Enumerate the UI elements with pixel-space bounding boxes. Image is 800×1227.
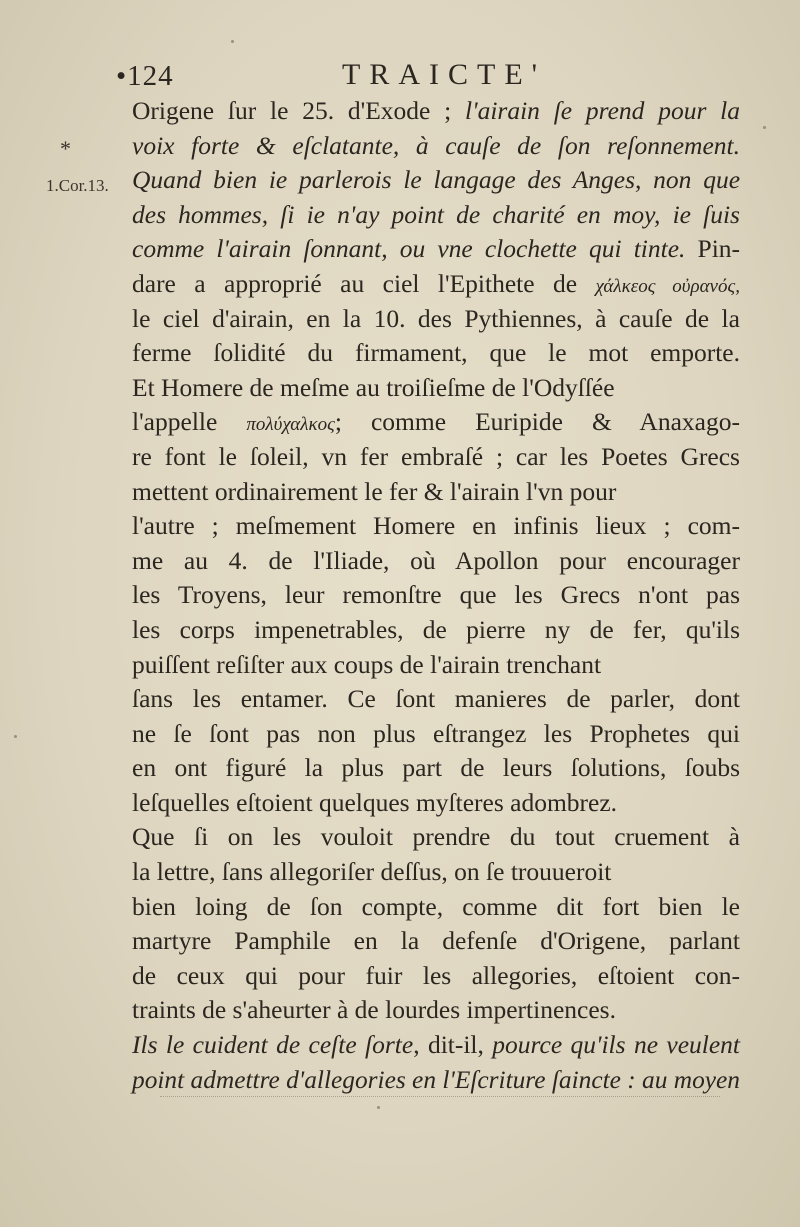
line-content <box>132 924 740 959</box>
text-line <box>132 198 740 233</box>
line-content <box>132 682 740 717</box>
roman-text: ne ſe ſont pas non plus eſtrangez les Prophetes qui <box>132 718 740 748</box>
text-line <box>132 267 740 302</box>
line-content <box>132 440 740 475</box>
roman-text: ſans les entamer. Ce ſont manieres de parler, dont <box>132 684 740 714</box>
line-content <box>132 405 740 443</box>
line-content <box>132 613 740 648</box>
greek-word: πολύχαλκος <box>246 414 335 436</box>
italic-text: l'airain ſe prend pour la <box>465 96 741 125</box>
text-line <box>132 544 740 579</box>
text-line <box>132 509 740 544</box>
roman-text: re font le ſoleil, vn fer embraſé ; car les Poetes Grecs <box>132 441 740 471</box>
roman-text: Et Homere de meſme au troiſieſme de l'Odyſſée <box>132 372 615 402</box>
italic-text: Quand bien ie parlerois le langage des Anges, non que <box>132 165 741 195</box>
text-line <box>132 405 740 440</box>
page-number: •124 <box>116 60 174 92</box>
paper-speck <box>763 126 766 129</box>
roman-text: l'appelle <box>132 407 247 437</box>
margin-asterisk: * <box>60 136 71 161</box>
line-content <box>132 648 601 683</box>
margin-reference: 1.Cor.13. <box>46 176 109 195</box>
roman-text: ferme ſolidité du firmament, que le mot emporte. <box>132 338 740 368</box>
bottom-rule <box>160 1096 720 1097</box>
line-content <box>132 129 740 164</box>
roman-text: Que ſi on les vouloit prendre du tout cruement à <box>132 822 740 852</box>
roman-text: traints de s'aheurter à de lourdes impertinences. <box>132 995 616 1025</box>
line-content <box>132 302 740 337</box>
italic-text: point admettre d'allegories en l'Eſcriture ſaincte : au moyen <box>132 1064 740 1094</box>
italic-text: comme l'airain ſonnant, ou vne clochette qui tinte. <box>132 234 686 264</box>
text-line <box>132 302 740 337</box>
line-content <box>132 855 611 890</box>
line-content <box>132 820 740 855</box>
line-content <box>132 993 616 1028</box>
line-content <box>132 371 615 406</box>
italic-text: Ils le cuident de ceſte ſorte <box>132 1030 414 1060</box>
text-line <box>132 129 740 164</box>
italic-text: voix forte & eſclatante, à cauſe de ſon reſonnement. <box>132 130 740 160</box>
roman-text: , dit-il, <box>413 1030 493 1060</box>
italic-text: des hommes, ſi ie n'ay point de charité en moy, ie ſuis <box>132 199 740 229</box>
line-content <box>132 475 616 510</box>
roman-text: martyre Pamphile en la defenſe d'Origene, parlant <box>132 926 740 956</box>
paper-speck <box>14 735 17 738</box>
text-line <box>132 578 740 613</box>
text-line <box>132 232 740 267</box>
line-content <box>132 544 740 579</box>
text-line <box>132 94 740 129</box>
roman-text: de ceux qui pour fuir les allegories, eſtoient con- <box>132 960 740 990</box>
text-line <box>132 682 740 717</box>
line-content <box>132 94 740 129</box>
text-line <box>132 648 740 683</box>
roman-text: les Troyens, leur remonſtre que les Grecs n'ont pas <box>132 580 741 610</box>
text-line <box>132 924 740 959</box>
text-line <box>132 993 740 1028</box>
line-content <box>132 163 740 198</box>
running-title: TRAICTE' <box>342 58 547 91</box>
roman-text: me au 4. de l'Iliade, où Apollon pour encourager <box>132 545 740 575</box>
text-line <box>132 613 740 648</box>
roman-text: l'autre ; meſmement Homere en infinis lieux ; com- <box>132 511 740 541</box>
line-content <box>132 959 740 994</box>
line-content <box>132 1028 740 1063</box>
paper-speck <box>231 40 234 43</box>
italic-text: pource qu'ils ne veulent <box>492 1030 741 1060</box>
roman-text: Pin- <box>685 234 741 264</box>
roman-text: bien loing de ſon compte, comme dit fort bien le <box>132 891 740 921</box>
text-line <box>132 959 740 994</box>
text-line <box>132 820 740 855</box>
text-line <box>132 717 740 752</box>
line-content <box>132 751 740 786</box>
line-content <box>132 1063 740 1098</box>
roman-text: puiſſent reſiſter aux coups de l'airain trenchant <box>132 649 602 679</box>
body-text <box>132 94 740 1097</box>
roman-text: leſquelles eſtoient quelques myſteres adombrez. <box>132 787 618 817</box>
roman-text: le ciel d'airain, en la 10. des Pythiennes, à cauſe de la <box>132 303 740 333</box>
roman-text: en ont figuré la plus part de leurs ſolutions, ſoubs <box>132 753 741 783</box>
greek-word: χάλκεος οὐρανός, <box>595 275 740 297</box>
line-content <box>132 890 740 925</box>
text-line <box>132 890 740 925</box>
page-header <box>0 58 800 98</box>
text-line <box>132 1028 740 1063</box>
text-line <box>132 475 740 510</box>
line-content <box>132 232 740 267</box>
text-line <box>132 1063 740 1098</box>
line-content <box>132 267 740 305</box>
roman-text: mettent ordinairement le fer & l'airain l'vn pour <box>132 476 617 506</box>
line-content <box>132 717 740 752</box>
line-content <box>132 786 617 821</box>
roman-text: la lettre, ſans allegoriſer deſſus, on ſe trouueroit <box>132 857 612 887</box>
text-line <box>132 751 740 786</box>
roman-text: Origene ſur le 25. d'Exode ; <box>132 96 466 125</box>
text-line <box>132 786 740 821</box>
text-line <box>132 371 740 406</box>
text-line <box>132 163 740 198</box>
line-content <box>132 198 740 233</box>
text-line <box>132 440 740 475</box>
line-content <box>132 509 740 544</box>
line-content <box>132 578 740 613</box>
paper-speck <box>377 1106 380 1109</box>
roman-text: ; comme Euripide & Anaxago- <box>334 407 740 437</box>
text-line <box>132 336 740 371</box>
line-content <box>132 336 740 371</box>
text-line <box>132 855 740 890</box>
roman-text: les corps impenetrables, de pierre ny de fer, qu'ils <box>132 614 741 644</box>
roman-text: dare a approprié au ciel l'Epithete de <box>132 268 596 298</box>
